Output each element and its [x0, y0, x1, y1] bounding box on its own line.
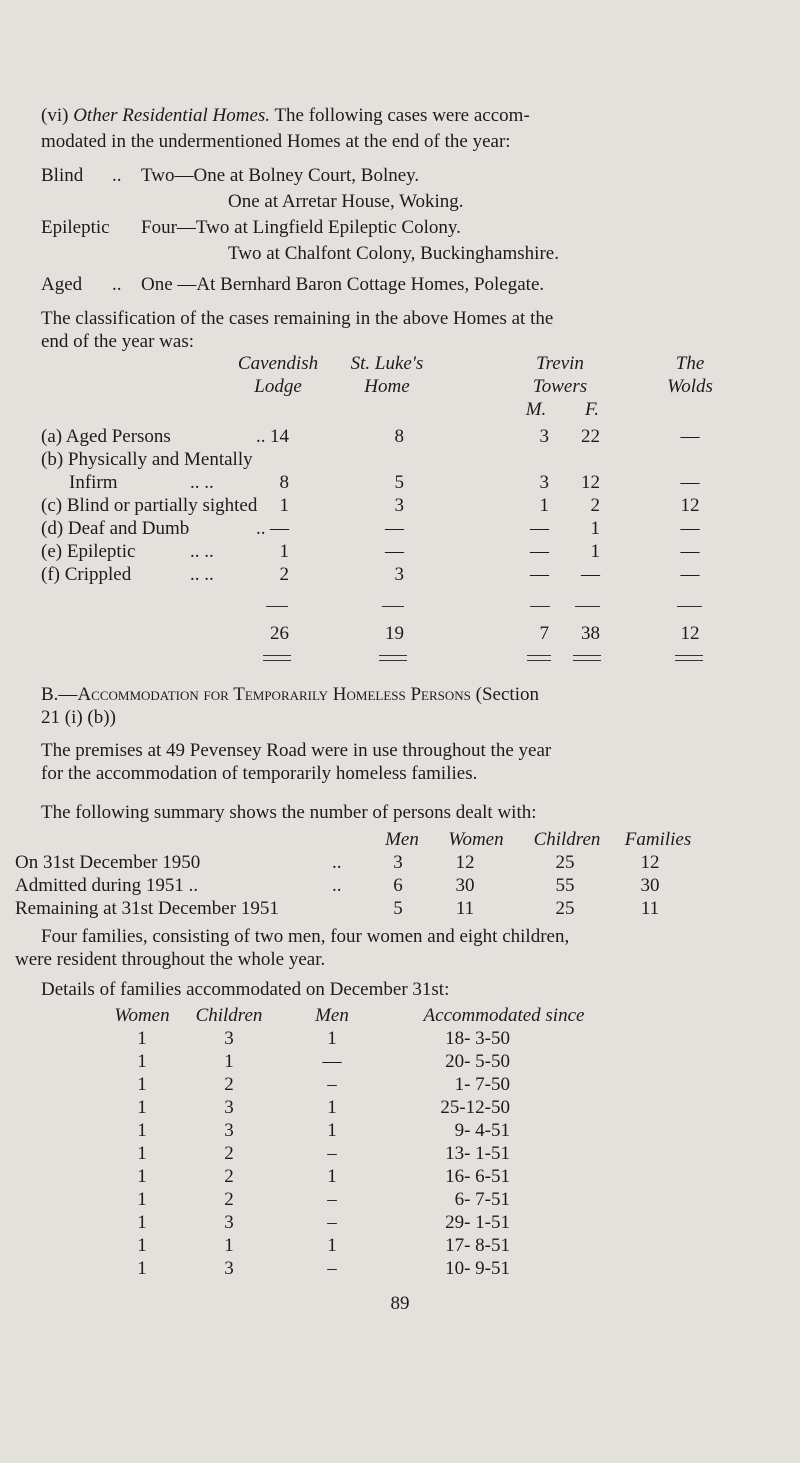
summary-cell-families: 12: [640, 852, 660, 873]
cell-st-lukes: 5: [394, 472, 404, 493]
details-cell-since: 29- 1-51: [445, 1212, 510, 1233]
col-header-trevin: Trevin: [536, 353, 584, 374]
total-double-rule: [527, 655, 551, 661]
summary-cell-women: 11: [455, 898, 475, 919]
details-cell-men: 1: [327, 1235, 337, 1256]
details-cell-since: 6- 7-51: [454, 1189, 510, 1210]
cell-trevin-f: 22: [581, 426, 600, 447]
total-trevin-m: 7: [539, 623, 549, 644]
details-cell-children: 3: [224, 1258, 234, 1279]
summary-cell-families: 30: [640, 875, 660, 896]
classification-intro-line2: end of the year was:: [41, 331, 194, 352]
case-type-epileptic: Epileptic: [41, 217, 110, 238]
details-cell-since: 17- 8-51: [445, 1235, 510, 1256]
details-cell-women: 1: [137, 1166, 147, 1187]
cell-wolds: —: [680, 518, 700, 539]
details-cell-men: 1: [327, 1097, 337, 1118]
col-header-wolds-2: Wolds: [667, 376, 713, 397]
details-cell-women: 1: [137, 1212, 147, 1233]
cell-cavendish: 2: [279, 564, 289, 585]
summary-intro: The following summary shows the number of persons dealt with:: [41, 802, 537, 823]
cell-wolds: —: [680, 541, 700, 562]
details-cell-children: 2: [224, 1189, 234, 1210]
cell-trevin-m: —: [530, 518, 549, 539]
summary-header-families: Families: [624, 829, 692, 850]
details-cell-since: 1- 7-50: [454, 1074, 510, 1095]
case-line: Two—One at Bolney Court, Bolney.: [141, 165, 420, 186]
col-header-cavendish-2: Lodge: [254, 376, 302, 397]
cell-st-lukes: —: [385, 541, 404, 562]
section-vi-intro: [41, 105, 530, 127]
details-cell-children: 2: [224, 1074, 234, 1095]
row-dots: ..: [332, 852, 342, 873]
row-dots: .. ..: [190, 472, 214, 493]
details-cell-since: 25-12-50: [440, 1097, 510, 1118]
cell-trevin-m: 1: [539, 495, 549, 516]
details-intro: Details of families accommodated on December 31st:: [41, 979, 450, 1000]
cell-trevin-m: 3: [539, 426, 549, 447]
cell-cavendish: 1: [279, 541, 289, 562]
case-line: One at Arretar House, Woking.: [228, 191, 464, 212]
row-dots: ..: [256, 426, 266, 447]
details-cell-women: 1: [137, 1051, 147, 1072]
cell-cavendish: —: [270, 518, 289, 539]
cell-trevin-f: 1: [590, 541, 600, 562]
details-cell-men: 1: [327, 1166, 337, 1187]
case-line: Four—Two at Lingfield Epileptic Colony.: [141, 217, 461, 238]
details-cell-since: 10- 9-51: [445, 1258, 510, 1279]
section-b-para2: Four families, consisting of two men, four women and eight children,: [41, 926, 570, 947]
row-dots: .. ..: [190, 564, 214, 585]
cell-cavendish: 8: [279, 472, 289, 493]
cell-wolds: —: [680, 472, 700, 493]
details-cell-women: 1: [137, 1189, 147, 1210]
total-double-rule: [379, 655, 407, 661]
total-st-lukes: 19: [385, 623, 404, 644]
sum-rule: [530, 606, 550, 607]
details-cell-since: 9- 4-51: [454, 1120, 510, 1141]
section-b-heading: [41, 684, 539, 706]
table-row-label: (e) Epileptic: [41, 541, 136, 562]
summary-cell-women: 12: [455, 852, 475, 873]
details-cell-men: –: [327, 1258, 337, 1279]
summary-cell-men: 3: [393, 852, 403, 873]
total-double-rule: [263, 655, 291, 661]
col-header-cavendish: Cavendish: [237, 353, 319, 374]
total-wolds: 12: [680, 623, 700, 644]
summary-row-label: Remaining at 31st December 1951: [15, 898, 279, 919]
summary-header-children: Children: [533, 829, 601, 850]
summary-row-label: Admitted during 1951 ..: [15, 875, 199, 896]
details-cell-men: 1: [327, 1028, 337, 1049]
case-dots: ..: [112, 165, 122, 186]
col-header-wolds: The: [675, 353, 705, 374]
classification-intro: The classification of the cases remaining in the above Homes at the: [41, 308, 554, 329]
summary-header-women: Women: [448, 829, 504, 850]
cell-wolds: —: [680, 426, 700, 447]
summary-header-men: Men: [385, 829, 419, 850]
details-cell-men: 1: [327, 1120, 337, 1141]
details-cell-children: 2: [224, 1166, 234, 1187]
section-b-para1-line2: for the accommodation of temporarily homeless families.: [41, 763, 478, 784]
details-cell-children: 3: [224, 1028, 234, 1049]
details-cell-women: 1: [137, 1028, 147, 1049]
case-type-aged: Aged: [41, 274, 83, 295]
sum-rule: [266, 606, 288, 607]
col-header-trevin-m: M.: [525, 399, 547, 420]
details-cell-women: 1: [137, 1258, 147, 1279]
details-cell-men: –: [327, 1143, 337, 1164]
details-cell-children: 3: [224, 1212, 234, 1233]
col-header-st-lukes: St. Luke's: [350, 353, 424, 374]
cell-trevin-m: 3: [539, 472, 549, 493]
details-cell-children: 2: [224, 1143, 234, 1164]
summary-cell-men: 6: [393, 875, 403, 896]
row-dots: .. ..: [190, 541, 214, 562]
details-cell-children: 1: [224, 1051, 234, 1072]
cell-trevin-f: 2: [590, 495, 600, 516]
summary-cell-children: 25: [555, 898, 575, 919]
details-cell-men: –: [327, 1189, 337, 1210]
sum-rule: [677, 606, 702, 607]
details-cell-women: 1: [137, 1235, 147, 1256]
cell-st-lukes: 3: [394, 495, 404, 516]
details-cell-men: —: [322, 1051, 342, 1072]
table-row-label: (d) Deaf and Dumb: [41, 518, 190, 539]
col-header-st-lukes-2: Home: [364, 376, 410, 397]
section-b-prefix: B.—: [41, 684, 78, 705]
details-cell-women: 1: [137, 1143, 147, 1164]
details-cell-children: 3: [224, 1120, 234, 1141]
section-b-heading-line2: 21 (i) (b)): [41, 707, 116, 728]
col-header-trevin-2: Towers: [532, 376, 588, 397]
cell-wolds: 12: [680, 495, 700, 516]
cell-trevin-f: 1: [590, 518, 600, 539]
cell-st-lukes: 3: [394, 564, 404, 585]
table-row-label: (c) Blind or partially sighted: [41, 495, 258, 516]
section-vi-label: (vi): [41, 105, 69, 126]
case-line: Two at Chalfont Colony, Buckinghamshire.: [228, 243, 559, 264]
details-cell-men: –: [327, 1074, 337, 1095]
details-cell-children: 3: [224, 1097, 234, 1118]
section-b-para1: The premises at 49 Pevensey Road were in use throughout the year: [41, 740, 552, 761]
summary-cell-children: 25: [555, 852, 575, 873]
details-cell-women: 1: [137, 1097, 147, 1118]
section-b-title: Accommodation for Temporarily Homeless Persons: [77, 684, 471, 705]
details-header-children: Children: [195, 1005, 263, 1026]
case-type-blind: Blind: [41, 165, 84, 186]
summary-cell-families: 11: [640, 898, 660, 919]
details-cell-since: 16- 6-51: [445, 1166, 510, 1187]
row-dots: ..: [256, 518, 266, 539]
details-cell-since: 18- 3-50: [445, 1028, 510, 1049]
cell-cavendish: 1: [279, 495, 289, 516]
summary-cell-children: 55: [555, 875, 575, 896]
cell-trevin-f: 12: [581, 472, 600, 493]
page-number: 89: [390, 1293, 410, 1314]
details-cell-men: –: [327, 1212, 337, 1233]
section-b-para2-line2: were resident throughout the whole year.: [15, 949, 326, 970]
section-vi-intro-text: The following cases were accom-: [274, 105, 530, 126]
table-row-label: (b) Physically and Mentally: [41, 449, 253, 470]
table-row-label: (a) Aged Persons: [41, 426, 171, 447]
total-cavendish: 26: [270, 623, 289, 644]
details-header-since: Accommodated since: [423, 1005, 585, 1026]
col-header-trevin-f: F.: [585, 399, 599, 420]
details-cell-women: 1: [137, 1120, 147, 1141]
sum-rule: [575, 606, 600, 607]
total-trevin-f: 38: [581, 623, 600, 644]
table-row-label: (f) Crippled: [41, 564, 132, 585]
case-dots: ..: [112, 274, 122, 295]
details-cell-since: 20- 5-50: [445, 1051, 510, 1072]
total-double-rule: [573, 655, 601, 661]
details-header-men: Men: [315, 1005, 349, 1026]
cell-trevin-m: —: [530, 541, 549, 562]
details-header-women: Women: [114, 1005, 170, 1026]
details-cell-women: 1: [137, 1074, 147, 1095]
row-dots: ..: [332, 875, 342, 896]
details-cell-children: 1: [224, 1235, 234, 1256]
section-b-suffix: (Section: [475, 684, 539, 705]
cell-wolds: —: [680, 564, 700, 585]
cell-trevin-m: —: [530, 564, 549, 585]
summary-row-label: On 31st December 1950: [15, 852, 201, 873]
cell-trevin-f: —: [581, 564, 600, 585]
cell-st-lukes: —: [385, 518, 404, 539]
cell-st-lukes: 8: [394, 426, 404, 447]
sum-rule: [382, 606, 404, 607]
summary-cell-men: 5: [393, 898, 403, 919]
case-line: One —At Bernhard Baron Cottage Homes, Polegate.: [141, 274, 545, 295]
cell-cavendish: 14: [270, 426, 289, 447]
summary-cell-women: 30: [455, 875, 475, 896]
section-vi-intro-line2: modated in the undermentioned Homes at the end of the year:: [41, 131, 511, 152]
total-double-rule: [675, 655, 703, 661]
section-vi-title: Other Residential Homes.: [73, 105, 271, 126]
details-cell-since: 13- 1-51: [445, 1143, 510, 1164]
table-row-label-2: Infirm: [69, 472, 118, 493]
